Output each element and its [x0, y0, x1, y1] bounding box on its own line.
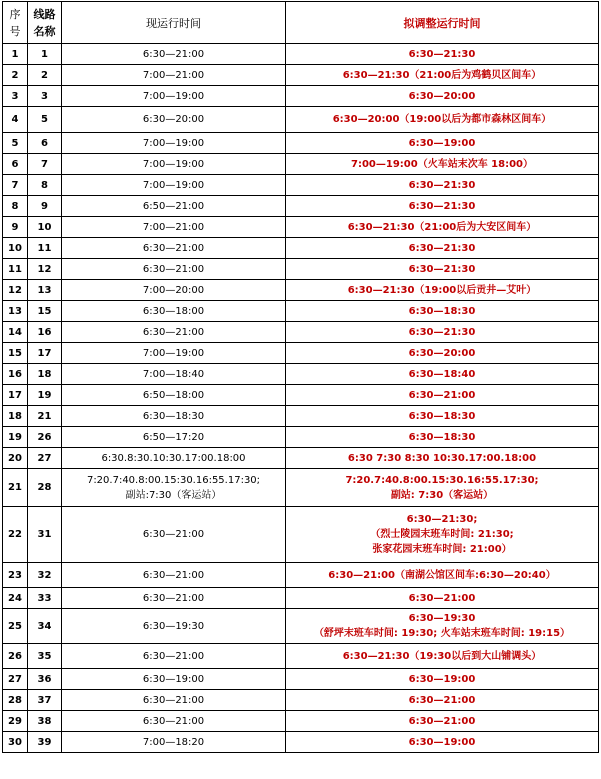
proposed-hours-cell-line: 6:30—18:30 — [408, 410, 476, 422]
seq-no-cell: 5 — [3, 133, 28, 154]
proposed-hours-cell-line: 7:20.7:40.8:00.15:30.16:55.17:30; — [345, 474, 539, 486]
current-hours-cell — [62, 301, 286, 322]
route-cell: 7 — [28, 154, 62, 175]
route-cell: 38 — [28, 711, 62, 732]
proposed-hours-cell-line: 7:00—19:00（火车站末次车 18:00） — [350, 158, 534, 170]
current-hours-cell — [62, 469, 286, 507]
proposed-hours-cell-line: 6:30—21:30（19:00以后贡井—艾叶） — [347, 284, 537, 296]
current-hours-cell — [62, 65, 286, 86]
proposed-hours-cell-line: 6:30—21:00 — [408, 715, 476, 727]
proposed-hours-cell-line: 6:30—20:00 — [408, 347, 476, 359]
proposed-hours-cell-line: 6:30—21:30 — [408, 242, 476, 254]
proposed-hours-cell-line: 6:30 7:30 8:30 10:30.17:00.18:00 — [347, 452, 537, 464]
route-cell: 27 — [28, 448, 62, 469]
header-seq-no: 序 号 — [3, 2, 28, 44]
seq-no-cell: 1 — [3, 44, 28, 65]
route-cell: 35 — [28, 644, 62, 669]
route-cell: 13 — [28, 280, 62, 301]
current-hours-cell — [62, 86, 286, 107]
table-row — [3, 343, 599, 364]
current-hours-cell-line: 6:50—18:00 — [142, 389, 205, 401]
route-cell: 15 — [28, 301, 62, 322]
seq-no-cell: 7 — [3, 175, 28, 196]
table-row — [3, 107, 599, 133]
seq-no-cell: 2 — [3, 65, 28, 86]
current-hours-cell-line: 6:30—19:30 — [142, 620, 205, 632]
current-hours-cell-line: 6:30—21:00 — [142, 529, 205, 540]
current-hours-cell-line: 6:30—21:00 — [142, 694, 205, 706]
table-row — [3, 175, 599, 196]
current-hours-cell — [62, 343, 286, 364]
current-hours-cell-line: 6:30—18:30 — [142, 410, 205, 422]
proposed-hours-cell — [286, 259, 599, 280]
seq-no-cell: 21 — [3, 469, 28, 507]
table-row — [3, 644, 599, 669]
current-hours-cell-line: 6:50—21:00 — [142, 200, 205, 212]
route-cell: 8 — [28, 175, 62, 196]
seq-no-cell: 30 — [3, 732, 28, 753]
table-row — [3, 448, 599, 469]
route-cell: 32 — [28, 563, 62, 588]
route-cell: 37 — [28, 690, 62, 711]
proposed-hours-cell-line: 6:30—21:30（19:30以后到大山铺调头） — [342, 650, 542, 662]
seq-no-cell: 6 — [3, 154, 28, 175]
seq-no-cell: 15 — [3, 343, 28, 364]
current-hours-cell-line: 6:30.8:30.10:30.17:00.18:00 — [101, 452, 246, 464]
proposed-hours-cell — [286, 406, 599, 427]
current-hours-cell — [62, 154, 286, 175]
proposed-hours-cell — [286, 644, 599, 669]
table-row — [3, 563, 599, 588]
proposed-hours-cell-line: 6:30—21:00 — [408, 694, 476, 706]
route-cell: 9 — [28, 196, 62, 217]
current-hours-cell — [62, 609, 286, 644]
current-hours-cell-line: 6:30—21:00 — [142, 569, 205, 581]
current-hours-cell-line: 6:30—21:00 — [142, 263, 205, 275]
current-hours-cell-line: 6:30—20:00 — [142, 114, 205, 125]
proposed-hours-cell — [286, 133, 599, 154]
route-cell: 2 — [28, 65, 62, 86]
table-row — [3, 609, 599, 644]
table-row — [3, 86, 599, 107]
current-hours-cell — [62, 563, 286, 588]
proposed-hours-cell-line: 副站: 7:30（客运站） — [390, 489, 494, 501]
proposed-hours-cell — [286, 217, 599, 238]
table-row — [3, 732, 599, 753]
current-hours-cell — [62, 448, 286, 469]
current-hours-cell — [62, 196, 286, 217]
seq-no-cell: 8 — [3, 196, 28, 217]
current-hours-cell-line: 7:00—19:00 — [142, 137, 205, 149]
proposed-hours-cell-line: 张家花园末班车时间: 21:00） — [372, 544, 512, 555]
route-cell: 33 — [28, 588, 62, 609]
current-hours-cell — [62, 427, 286, 448]
seq-no-cell: 14 — [3, 322, 28, 343]
proposed-hours-cell — [286, 609, 599, 644]
table-row — [3, 406, 599, 427]
table-row — [3, 507, 599, 563]
proposed-hours-cell-line: 6:30—19:00 — [408, 736, 476, 748]
current-hours-cell-line: 7:00—19:00 — [142, 179, 205, 191]
current-hours-cell — [62, 44, 286, 65]
current-hours-cell-line: 6:30—21:00 — [142, 242, 205, 254]
current-hours-cell-line: 6:30—21:00 — [142, 326, 205, 338]
proposed-hours-cell — [286, 65, 599, 86]
table-row — [3, 280, 599, 301]
route-cell: 6 — [28, 133, 62, 154]
table-row — [3, 196, 599, 217]
proposed-hours-cell — [286, 154, 599, 175]
proposed-hours-cell-line: 6:30—21:30 — [408, 263, 476, 275]
current-hours-cell-line: 7:00—21:00 — [142, 221, 205, 233]
route-cell: 12 — [28, 259, 62, 280]
seq-no-cell: 18 — [3, 406, 28, 427]
current-hours-cell — [62, 385, 286, 406]
seq-no-cell: 12 — [3, 280, 28, 301]
proposed-hours-cell — [286, 732, 599, 753]
proposed-hours-cell-line: 6:30—21:30 — [408, 326, 476, 338]
seq-no-cell: 29 — [3, 711, 28, 732]
seq-no-cell: 9 — [3, 217, 28, 238]
route-cell: 10 — [28, 217, 62, 238]
proposed-hours-cell — [286, 86, 599, 107]
proposed-hours-cell-line: 6:30—20:00 — [408, 90, 476, 102]
current-hours-cell-line: 7:00—19:00 — [142, 347, 205, 359]
seq-no-cell: 24 — [3, 588, 28, 609]
route-cell: 3 — [28, 86, 62, 107]
current-hours-cell-line: 7:00—18:20 — [142, 736, 205, 748]
current-hours-cell-line: 7:20.7:40.8:00.15:30.16:55.17:30; — [86, 474, 261, 486]
table-row — [3, 154, 599, 175]
route-cell: 31 — [28, 507, 62, 563]
proposed-hours-cell-line: 6:30—18:30 — [408, 305, 476, 317]
proposed-hours-cell — [286, 669, 599, 690]
proposed-hours-cell-line: 6:30—21:00（南湖公馆区间车:6:30—20:40） — [328, 569, 556, 581]
proposed-hours-cell-line: 6:30—21:30 — [408, 48, 476, 60]
proposed-hours-cell — [286, 364, 599, 385]
proposed-hours-cell-line: 6:30—19:00 — [408, 137, 476, 149]
proposed-hours-cell-line: 6:30—21:30（21:00后为鸡鹤贝区间车） — [342, 69, 542, 81]
seq-no-cell: 20 — [3, 448, 28, 469]
proposed-hours-cell — [286, 469, 599, 507]
seq-no-cell: 28 — [3, 690, 28, 711]
seq-no-cell: 19 — [3, 427, 28, 448]
current-hours-cell-line: 6:30—21:00 — [142, 592, 205, 604]
proposed-hours-cell-line: 6:30—21:00 — [408, 592, 476, 604]
current-hours-cell — [62, 644, 286, 669]
seq-no-cell: 27 — [3, 669, 28, 690]
seq-no-cell: 25 — [3, 609, 28, 644]
table-row — [3, 238, 599, 259]
route-cell: 34 — [28, 609, 62, 644]
seq-no-cell: 11 — [3, 259, 28, 280]
proposed-hours-cell-line: 6:30—18:30 — [408, 431, 476, 443]
seq-no-cell: 23 — [3, 563, 28, 588]
table-row — [3, 588, 599, 609]
route-cell: 21 — [28, 406, 62, 427]
header-proposed-hours: 拟调整运行时间 — [286, 2, 599, 44]
table-row — [3, 217, 599, 238]
current-hours-cell-line: 7:00—19:00 — [142, 158, 205, 170]
proposed-hours-cell — [286, 107, 599, 133]
seq-no-cell: 22 — [3, 507, 28, 563]
table-row — [3, 65, 599, 86]
header-route-name: 线路 名称 — [28, 2, 62, 44]
route-cell: 19 — [28, 385, 62, 406]
route-cell: 28 — [28, 469, 62, 507]
table-row — [3, 469, 599, 507]
current-hours-cell — [62, 175, 286, 196]
current-hours-cell — [62, 711, 286, 732]
table-row — [3, 385, 599, 406]
seq-no-cell: 4 — [3, 107, 28, 133]
current-hours-cell — [62, 280, 286, 301]
proposed-hours-cell-line: （烈士陵园末班车时间: 21:30; — [370, 529, 514, 540]
header-row — [3, 2, 599, 44]
seq-no-cell: 17 — [3, 385, 28, 406]
current-hours-cell-line: 6:30—21:00 — [142, 715, 205, 727]
bus-schedule-table — [2, 1, 599, 753]
route-cell: 18 — [28, 364, 62, 385]
proposed-hours-cell — [286, 588, 599, 609]
current-hours-cell — [62, 507, 286, 563]
seq-no-cell: 26 — [3, 644, 28, 669]
proposed-hours-cell — [286, 301, 599, 322]
route-cell: 39 — [28, 732, 62, 753]
proposed-hours-cell-line: 6:30—20:00（19:00以后为都市森林区间车） — [332, 114, 552, 125]
table-row — [3, 44, 599, 65]
proposed-hours-cell — [286, 238, 599, 259]
current-hours-cell-line: 6:50—17:20 — [142, 431, 205, 443]
route-cell: 5 — [28, 107, 62, 133]
table-row — [3, 301, 599, 322]
proposed-hours-cell-line: 6:30—21:00 — [408, 389, 476, 401]
current-hours-cell — [62, 238, 286, 259]
route-cell: 1 — [28, 44, 62, 65]
proposed-hours-cell-line: 6:30—21:30 — [408, 200, 476, 212]
table-row — [3, 690, 599, 711]
table-row — [3, 259, 599, 280]
proposed-hours-cell — [286, 563, 599, 588]
current-hours-cell — [62, 107, 286, 133]
proposed-hours-cell — [286, 427, 599, 448]
seq-no-cell: 13 — [3, 301, 28, 322]
proposed-hours-cell — [286, 44, 599, 65]
proposed-hours-cell-line: 6:30—19:00 — [408, 673, 476, 685]
proposed-hours-cell-line: 6:30—18:40 — [408, 368, 476, 380]
table-row — [3, 711, 599, 732]
current-hours-cell — [62, 364, 286, 385]
current-hours-cell — [62, 259, 286, 280]
seq-no-cell: 3 — [3, 86, 28, 107]
proposed-hours-cell — [286, 322, 599, 343]
current-hours-cell-line: 6:30—21:00 — [142, 650, 205, 662]
current-hours-cell — [62, 217, 286, 238]
proposed-hours-cell — [286, 280, 599, 301]
route-cell: 26 — [28, 427, 62, 448]
proposed-hours-cell-line: 6:30—21:30（21:00后为大安区间车） — [347, 221, 537, 233]
route-cell: 11 — [28, 238, 62, 259]
table-row — [3, 427, 599, 448]
proposed-hours-cell-line: 6:30—21:30 — [408, 179, 476, 191]
current-hours-cell — [62, 690, 286, 711]
proposed-hours-cell — [286, 385, 599, 406]
proposed-hours-cell — [286, 711, 599, 732]
proposed-hours-cell-line: （舒坪末班车时间: 19:30; 火车站末班车时间: 19:15） — [313, 628, 571, 639]
proposed-hours-cell — [286, 343, 599, 364]
current-hours-cell — [62, 406, 286, 427]
current-hours-cell — [62, 669, 286, 690]
current-hours-cell-line: 7:00—19:00 — [142, 90, 205, 102]
table-row — [3, 669, 599, 690]
current-hours-cell-line: 6:30—21:00 — [142, 48, 205, 60]
proposed-hours-cell — [286, 196, 599, 217]
table-row — [3, 133, 599, 154]
current-hours-cell-line: 7:00—20:00 — [142, 284, 205, 296]
current-hours-cell-line: 6:30—19:00 — [142, 673, 205, 685]
current-hours-cell-line: 7:00—18:40 — [142, 368, 205, 380]
proposed-hours-cell — [286, 690, 599, 711]
seq-no-cell: 10 — [3, 238, 28, 259]
current-hours-cell-line: 7:00—21:00 — [142, 69, 205, 81]
proposed-hours-cell — [286, 175, 599, 196]
header-current-hours: 现运行时间 — [62, 2, 286, 44]
current-hours-cell — [62, 732, 286, 753]
route-cell: 16 — [28, 322, 62, 343]
current-hours-cell-line: 副站:7:30（客运站） — [125, 489, 222, 501]
current-hours-cell — [62, 588, 286, 609]
current-hours-cell — [62, 322, 286, 343]
table-row — [3, 364, 599, 385]
proposed-hours-cell-line: 6:30—21:30; — [406, 514, 478, 525]
route-cell: 36 — [28, 669, 62, 690]
current-hours-cell — [62, 133, 286, 154]
proposed-hours-cell — [286, 507, 599, 563]
seq-no-cell: 16 — [3, 364, 28, 385]
proposed-hours-cell-line: 6:30—19:30 — [408, 613, 476, 624]
route-cell: 17 — [28, 343, 62, 364]
current-hours-cell-line: 6:30—18:00 — [142, 305, 205, 317]
table-row — [3, 322, 599, 343]
proposed-hours-cell — [286, 448, 599, 469]
